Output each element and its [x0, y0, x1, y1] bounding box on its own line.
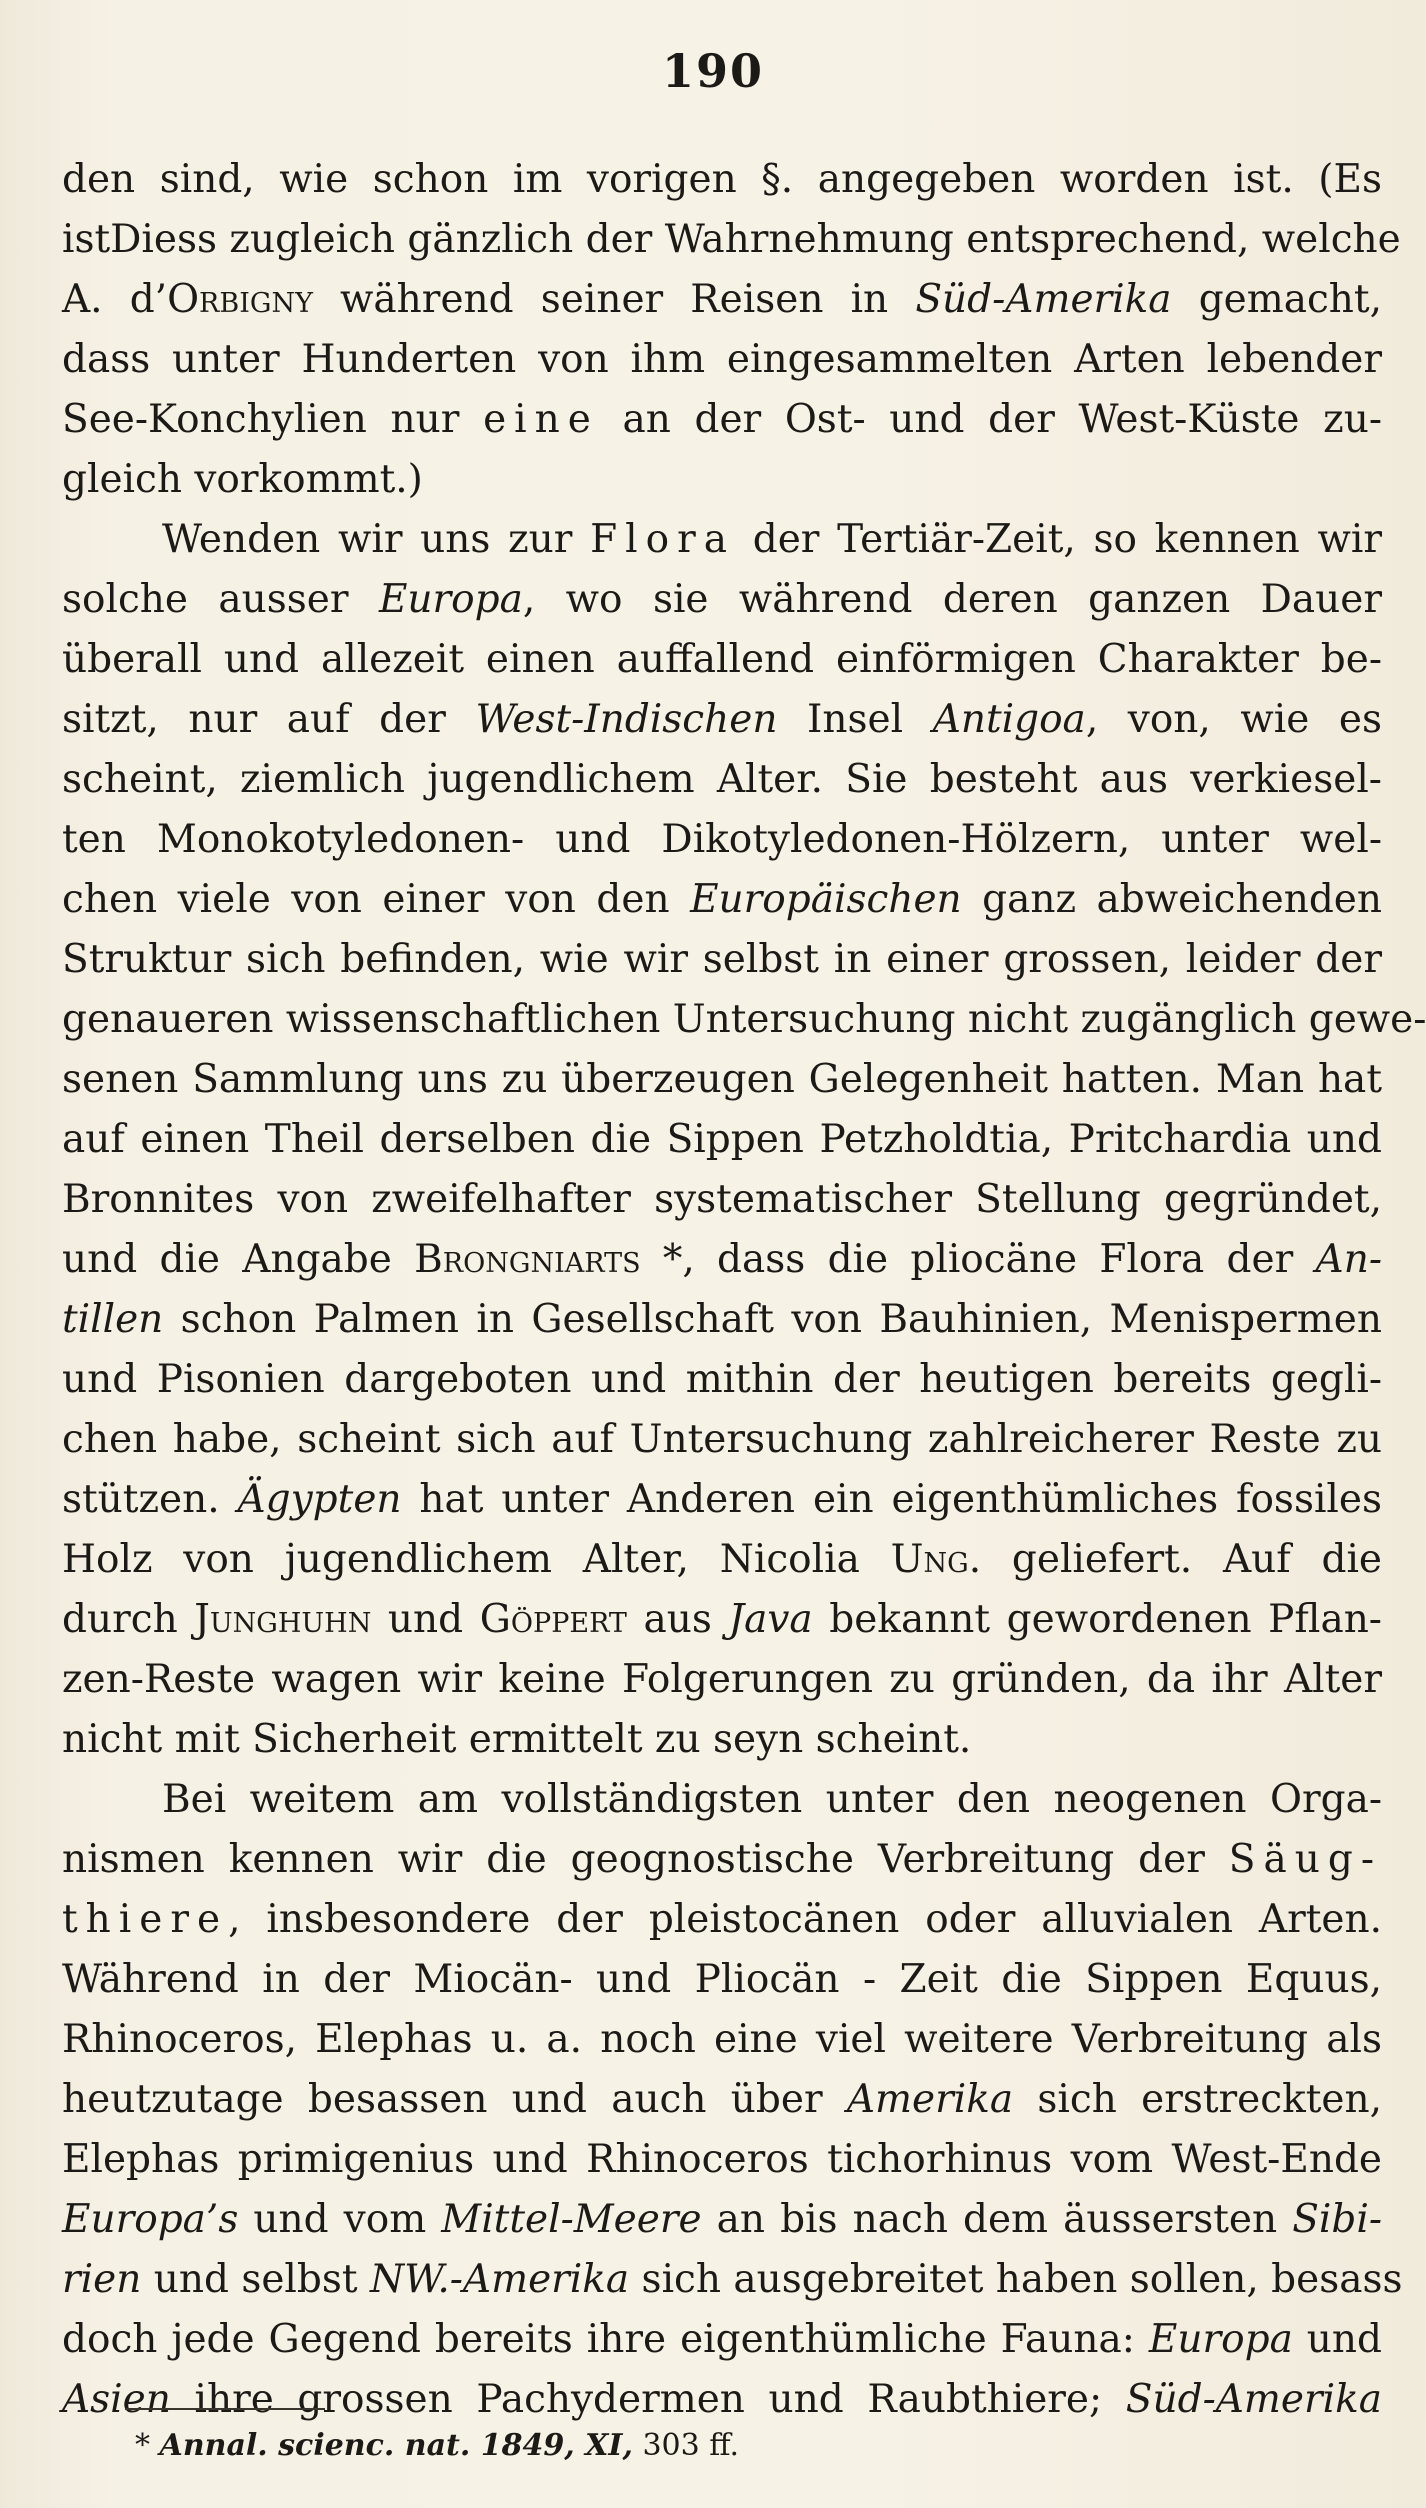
- text-segment: Elephas primigenius und Rhinoceros tichorhinus vom West-Ende: [62, 2137, 1382, 2182]
- text-segment: stützen.: [62, 1477, 238, 1522]
- text-line: [62, 1650, 1382, 1710]
- text-segment: und vom: [238, 2197, 442, 2242]
- text-segment: Europa: [1148, 2317, 1293, 2362]
- footnote-pages: 303 ff.: [632, 2428, 740, 2463]
- text-line: [62, 1770, 1382, 1830]
- text-segment: chen viele von einer von den: [62, 877, 691, 922]
- text-line: [62, 1890, 1382, 1950]
- text-line: [62, 2250, 1403, 2310]
- text-segment: an der Ost- und der West-Küste zu-: [598, 397, 1382, 442]
- text-segment: , von, wie es: [1085, 697, 1382, 742]
- text-segment: ihre grossen Pachydermen und Raubthiere;: [170, 2377, 1126, 2422]
- text-segment: und die Angabe: [62, 1237, 415, 1282]
- text-line: [62, 330, 1382, 390]
- text-segment: West-Indischen: [475, 697, 778, 742]
- text-segment: Süd-Amerika: [915, 277, 1172, 322]
- text-segment: nicht mit Sicherheit ermittelt zu seyn scheint.: [62, 1717, 972, 1762]
- text-segment: solche ausser: [62, 577, 379, 622]
- text-segment: istDiess zugleich gänzlich der Wahrnehmung entsprechend, welche: [62, 217, 1401, 262]
- text-line: [62, 930, 1382, 990]
- text-line: [62, 150, 1382, 210]
- text-segment: an bis nach dem äussersten: [701, 2197, 1293, 2242]
- text-segment: doch jede Gegend bereits ihre eigenthümliche Fauna:: [62, 2317, 1149, 2362]
- text-line: [62, 2130, 1382, 2190]
- text-segment: Während in der Miocän- und Pliocän - Zeit die Sippen Equus,: [62, 1957, 1382, 2002]
- text-line: [62, 2070, 1382, 2130]
- text-line: [62, 1950, 1382, 2010]
- text-segment: scheint, ziemlich jugendlichem Alter. Sie besteht aus verkiesel-: [62, 757, 1382, 802]
- text-line: [62, 2190, 1382, 2250]
- text-segment: aus: [626, 1597, 729, 1642]
- text-segment: auf einen Theil derselben die Sippen Petzholdtia, Pritchardia und: [62, 1117, 1382, 1162]
- footnote: [135, 2428, 739, 2463]
- text-segment: gemacht,: [1171, 277, 1382, 322]
- text-segment: und selbst: [141, 2257, 370, 2302]
- text-segment: sich ausgebreitet haben sollen, besass: [629, 2257, 1403, 2302]
- text-line: [62, 510, 1382, 570]
- text-segment: Säug-: [1228, 1837, 1382, 1882]
- text-segment: durch: [62, 1597, 195, 1642]
- text-segment: Flora: [590, 517, 736, 562]
- text-segment: Mittel-Meere: [441, 2197, 702, 2242]
- text-line: [62, 2370, 1382, 2430]
- text-line: [62, 1470, 1382, 1530]
- text-segment: tillen: [62, 1297, 164, 1342]
- text-segment: eine: [483, 397, 599, 442]
- text-segment: sich erstreckten,: [1013, 2077, 1382, 2122]
- text-segment: An-: [1315, 1237, 1382, 1282]
- text-segment: Orbigny: [167, 277, 313, 322]
- text-line: [62, 1830, 1382, 1890]
- text-line: [62, 1230, 1382, 1290]
- text-segment: Europäischen: [690, 877, 962, 922]
- text-segment: Bei weitem am vollständigsten unter den neogenen Orga-: [162, 1777, 1382, 1822]
- text-segment: Sibi-: [1292, 2197, 1382, 2242]
- text-segment: , insbesondere der pleistocänen oder alluvialen Arten.: [228, 1897, 1382, 1942]
- text-line: [62, 450, 1382, 510]
- text-line: [62, 210, 1401, 270]
- text-segment: während seiner Reisen in: [312, 277, 916, 322]
- text-segment: zen-Reste wagen wir keine Folgerungen zu gründen, da ihr Alter: [62, 1657, 1382, 1702]
- text-segment: Antigoa: [932, 697, 1086, 742]
- text-segment: chen habe, scheint sich auf Untersuchung zahlreicherer Reste zu: [62, 1417, 1382, 1462]
- text-segment: Holz von jugendlichem Alter, Nicolia: [62, 1537, 891, 1582]
- text-line: [62, 2310, 1382, 2370]
- text-segment: Java: [728, 1597, 813, 1642]
- text-line: [62, 870, 1382, 930]
- text-segment: senen Sammlung uns zu überzeugen Gelegenheit hatten. Man hat: [62, 1057, 1382, 1102]
- text-segment: sitzt, nur auf der: [62, 697, 476, 742]
- text-line: [62, 1110, 1382, 1170]
- text-segment: und: [1292, 2317, 1382, 2362]
- text-segment: Ung.: [890, 1537, 982, 1582]
- text-segment: gleich vorkommt.): [62, 457, 423, 502]
- text-segment: nismen kennen wir die geognostische Verbreitung der: [62, 1837, 1229, 1882]
- text-line: [62, 1350, 1382, 1410]
- text-line: [62, 1410, 1382, 1470]
- text-segment: , wo sie während deren ganzen Dauer: [522, 577, 1383, 622]
- text-line: [62, 1290, 1382, 1350]
- text-segment: Bronnites von zweifelhafter systematischer Stellung gegründet,: [62, 1177, 1382, 1222]
- footnote-citation: Annal. scienc. nat. 1849, XI,: [159, 2428, 633, 2463]
- text-segment: hat unter Anderen ein eigenthümliches fossiles: [401, 1477, 1382, 1522]
- text-segment: und: [371, 1597, 480, 1642]
- text-segment: rien: [62, 2257, 142, 2302]
- text-segment: dass unter Hunderten von ihm eingesammelten Arten lebender: [62, 337, 1382, 382]
- text-segment: Insel: [777, 697, 933, 742]
- text-line: [62, 390, 1382, 450]
- text-segment: geliefert. Auf die: [981, 1537, 1382, 1582]
- text-segment: Junghuhn: [194, 1597, 372, 1642]
- text-line: [62, 270, 1382, 330]
- text-line: [62, 1050, 1382, 1110]
- text-line: [62, 1170, 1382, 1230]
- text-segment: ten Monokotyledonen- und Dikotyledonen-Hölzern, unter wel-: [62, 817, 1382, 862]
- text-line: [62, 1590, 1382, 1650]
- text-segment: überall und allezeit einen auffallend einförmigen Charakter be-: [62, 637, 1382, 682]
- text-line: [62, 2010, 1382, 2070]
- text-segment: thiere: [62, 1897, 229, 1942]
- text-segment: Göppert: [479, 1597, 627, 1642]
- body-text: [62, 150, 1426, 2430]
- text-segment: See-Konchylien nur: [62, 397, 484, 442]
- text-segment: den sind, wie schon im vorigen §. angegeben worden ist. (Es: [62, 157, 1382, 202]
- text-segment: Europa’s: [62, 2197, 239, 2242]
- text-segment: Europa: [378, 577, 523, 622]
- footnote-marker: *: [135, 2428, 150, 2463]
- text-segment: Süd-Amerika: [1125, 2377, 1382, 2422]
- text-segment: und Pisonien dargeboten und mithin der heutigen bereits gegli-: [62, 1357, 1382, 1402]
- page-number: 190: [661, 44, 765, 98]
- text-segment: ganz abweichenden: [961, 877, 1382, 922]
- text-segment: Struktur sich befinden, wie wir selbst in einer grossen, leider der: [62, 937, 1382, 982]
- text-line: [62, 690, 1382, 750]
- text-segment: Wenden wir uns zur: [162, 517, 591, 562]
- text-segment: NW.-Amerika: [369, 2257, 630, 2302]
- text-segment: Rhinoceros, Elephas u. a. noch eine viel weitere Verbreitung als: [62, 2017, 1382, 2062]
- text-segment: der Tertiär-Zeit, so kennen wir: [735, 517, 1382, 562]
- text-line: [62, 1710, 1382, 1770]
- text-line: [62, 990, 1426, 1050]
- text-line: [62, 750, 1382, 810]
- text-line: [62, 570, 1382, 630]
- text-segment: Brongniarts: [414, 1237, 641, 1282]
- text-segment: genaueren wissenschaftlichen Untersuchung nicht zugänglich gewe-: [62, 997, 1426, 1042]
- text-segment: heutzutage besassen und auch über: [62, 2077, 847, 2122]
- text-segment: Ägypten: [237, 1477, 402, 1522]
- text-segment: *, dass die pliocäne Flora der: [640, 1237, 1316, 1282]
- text-segment: schon Palmen in Gesellschaft von Bauhinien, Menispermen: [163, 1297, 1382, 1342]
- footnote-divider: [125, 2408, 325, 2410]
- text-line: [62, 810, 1382, 870]
- text-segment: bekannt gewordenen Pflan-: [812, 1597, 1382, 1642]
- text-line: [62, 630, 1382, 690]
- text-line: [62, 1530, 1382, 1590]
- text-segment: A. d’: [62, 277, 168, 322]
- text-segment: Amerika: [846, 2077, 1014, 2122]
- text-segment: Asien: [62, 2377, 171, 2422]
